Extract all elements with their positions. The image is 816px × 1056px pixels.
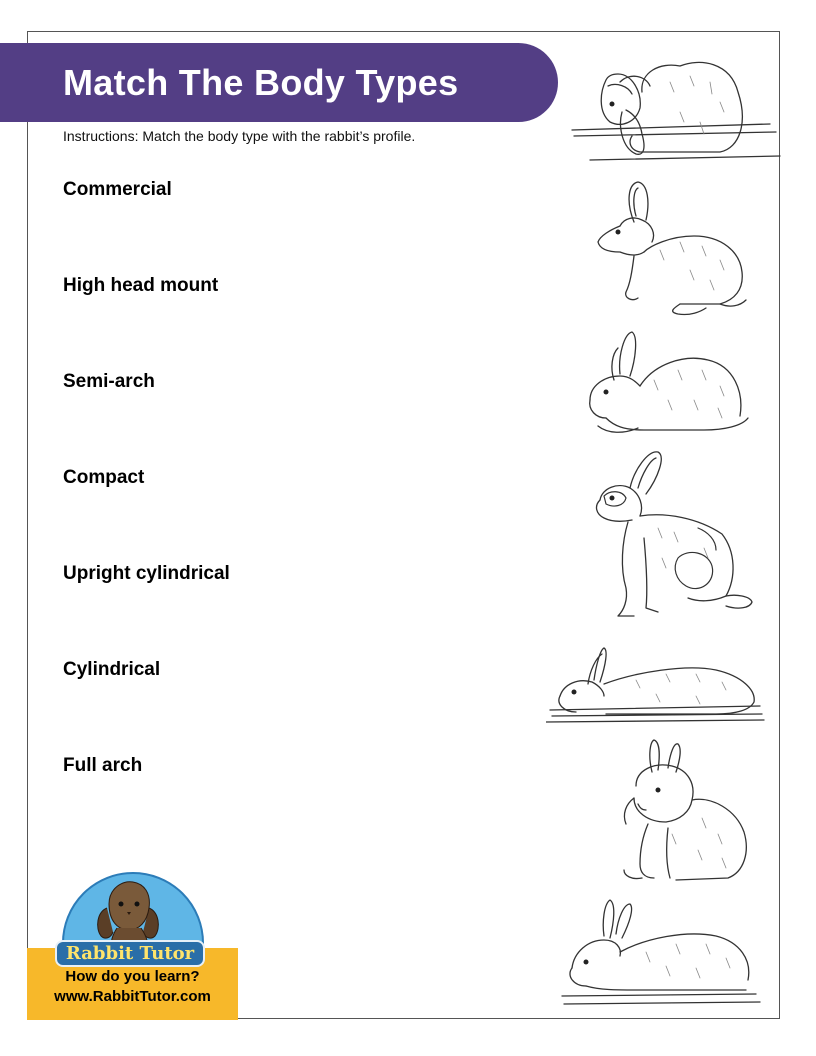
rabbit-tutor-logo (27, 872, 238, 1020)
body-type-semi-arch: Semi-arch (63, 371, 155, 392)
page-title: Match The Body Types (63, 61, 459, 103)
instructions-text: Instructions: Match the body type with the rabbit’s profile. (63, 128, 416, 144)
body-type-upright-cylindrical: Upright cylindrical (63, 563, 230, 584)
body-type-full-arch: Full arch (63, 755, 143, 776)
logo-brand: Rabbit Tutor (55, 940, 205, 967)
cylindrical-rabbit-drawing (546, 644, 766, 728)
dwarf-rabbit-drawing (612, 738, 752, 884)
body-type-commercial: Commercial (63, 179, 172, 200)
compact-rabbit-drawing (590, 180, 755, 320)
logo-url[interactable]: www.RabbitTutor.com (54, 988, 211, 1005)
body-type-cylindrical: Cylindrical (63, 659, 161, 680)
body-type-compact: Compact (63, 467, 145, 488)
lop-rabbit-drawing (570, 52, 785, 164)
commercial-rabbit-drawing (584, 330, 752, 438)
title-banner (0, 43, 558, 122)
arched-rabbit-drawing (556, 896, 764, 1010)
logo-tagline: How do you learn? (65, 968, 200, 985)
high-head-mount-rabbit-drawing (588, 448, 758, 620)
body-type-high-head-mount: High head mount (63, 275, 219, 296)
